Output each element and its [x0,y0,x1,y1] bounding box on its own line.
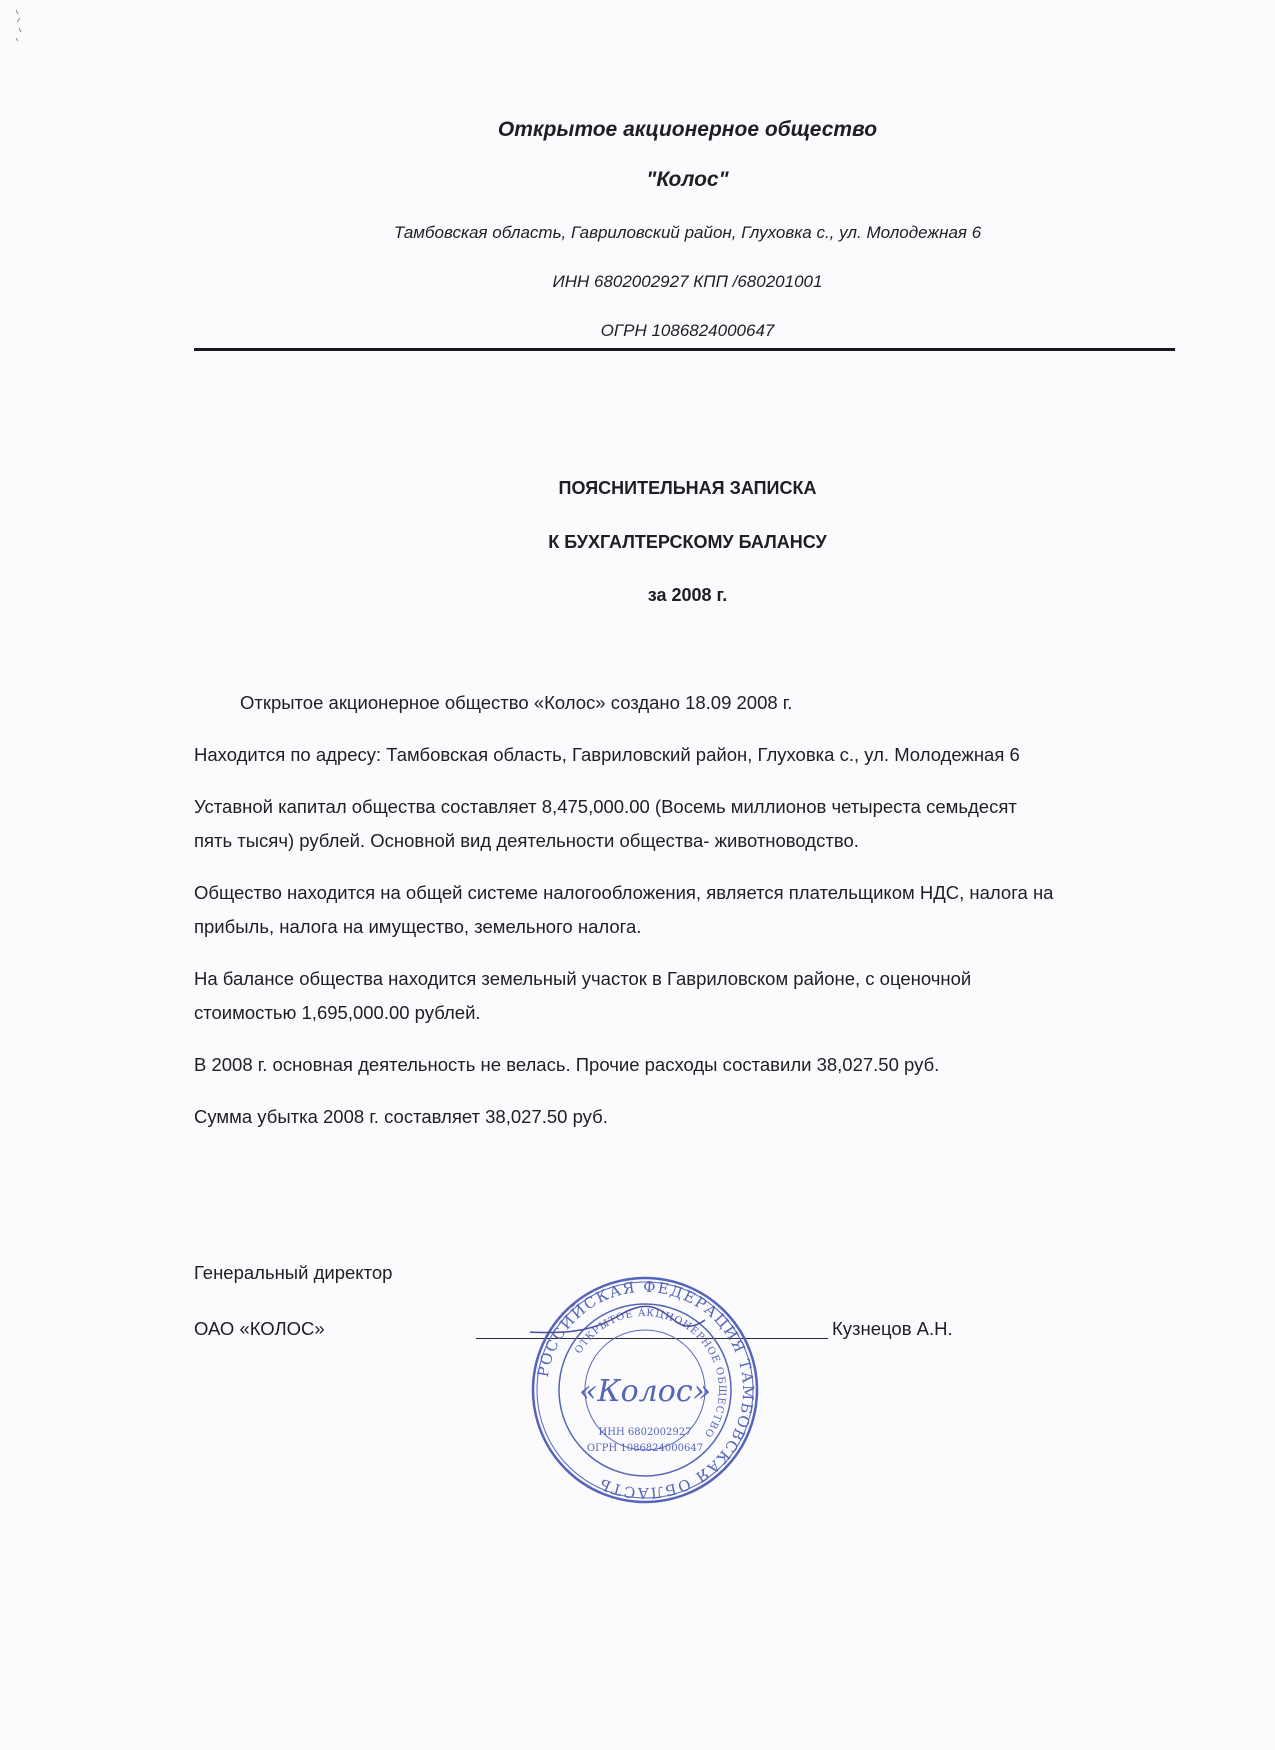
company-type: Открытое акционерное общество [497,118,878,141]
company-seal [530,1275,760,1505]
inn-kpp: ИНН 6802002927 КПП /680201001 [552,272,823,291]
company-name: "Колос" [646,168,729,191]
seal-inner-text: ОТКРЫТОЕ АКЦИОНЕРНОЕ ОБЩЕСТВО [573,1307,728,1440]
para-loss: Сумма убытка 2008 г. составляет 38,027.50 руб. [194,1106,608,1127]
para-tax-line2: прибыль, налога на имущество, земельного налога. [194,916,642,937]
para-land-line1: На балансе общества находится земельный участок в Гавриловском районе, с оценочной [194,968,972,989]
signatory-position: Генеральный директор [194,1262,393,1283]
doc-title-line2: К БУХГАЛТЕРСКОМУ БАЛАНСУ [548,532,827,552]
company-address: Тамбовская область, Гавриловский район, Глуховка с., ул. Молодежная 6 [393,223,982,242]
para-tax-line1: Общество находится на общей системе налогообложения, является плательщиком НДС, налога на [194,882,1054,903]
doc-title-line1: ПОЯСНИТЕЛЬНАЯ ЗАПИСКА [558,478,817,498]
scan-edge-noise [14,8,24,48]
para-land-line2: стоимостью 1,695,000.00 рублей. [194,1002,481,1023]
para-address: Находится по адресу: Тамбовская область, Гавриловский район, Глуховка с., ул. Молодежная 6 [194,744,1020,765]
ogrn: ОГРН 1086824000647 [600,321,775,340]
para-founded: Открытое акционерное общество «Колос» создано 18.09 2008 г. [240,692,793,713]
para-capital-line2: пять тысяч) рублей. Основной вид деятельности общества- животноводство. [194,830,859,851]
seal-center-text: «Колос» [579,1374,711,1409]
signatory-name: Кузнецов А.Н. [832,1318,953,1339]
signatory-org: ОАО «КОЛОС» [194,1318,325,1339]
header-rule [194,348,1175,351]
para-capital-line1: Уставной капитал общества составляет 8,475,000.00 (Восемь миллионов четыреста семьдесят [194,796,1017,817]
doc-title-year: за 2008 г. [647,585,728,605]
seal-outer-text: РОССИЙСКАЯ ФЕДЕРАЦИЯ ТАМБОВСКАЯ ОБЛАСТЬ [533,1277,758,1503]
seal-ogrn: ОГРН 1086824000647 [586,1443,704,1454]
seal-inn: ИНН 6802002927 [598,1427,692,1438]
para-expenses: В 2008 г. основная деятельность не велась. Прочие расходы составили 38,027.50 руб. [194,1054,940,1075]
